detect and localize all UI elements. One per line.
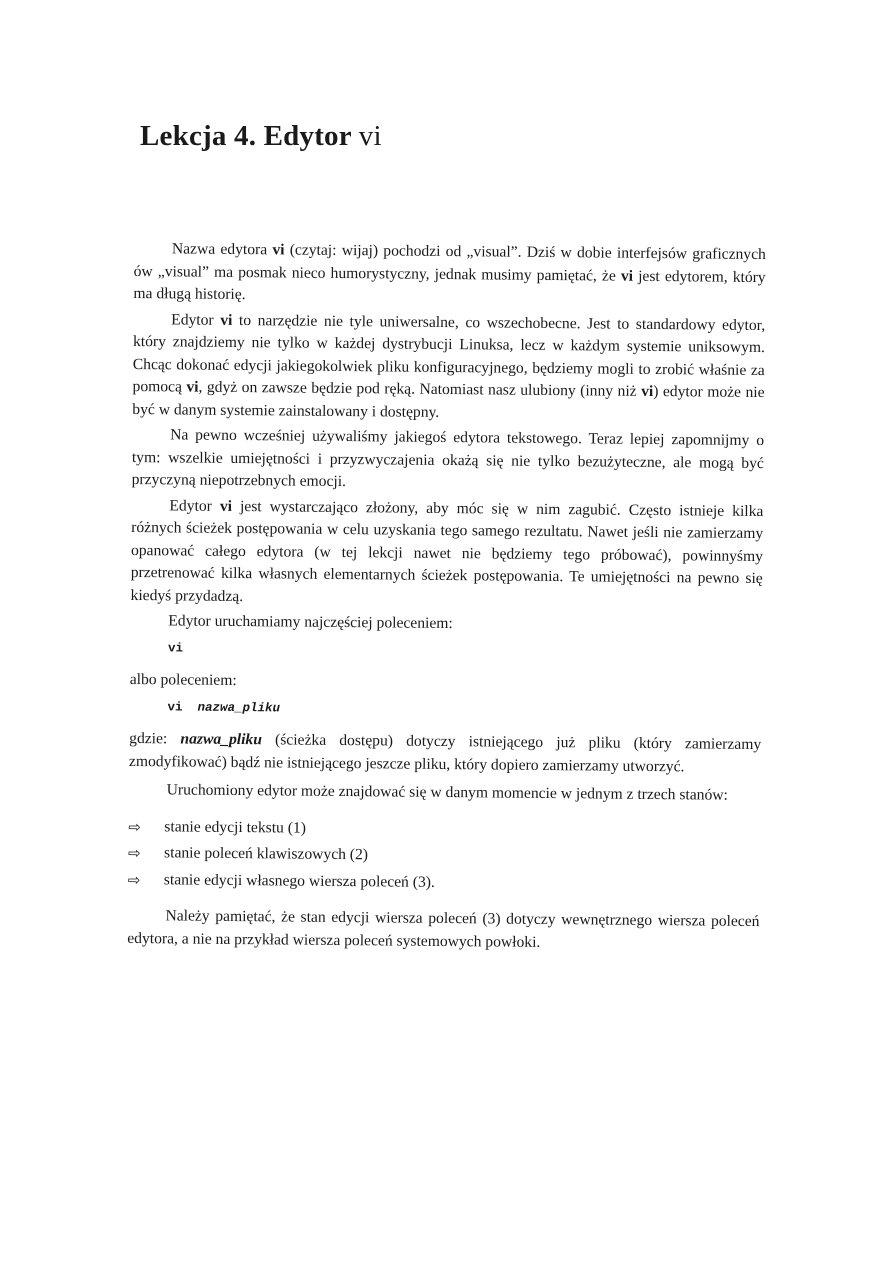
text: jest edytorem, który ma długą historię. <box>133 267 766 304</box>
paragraph-9: Należy pamiętać, że stan edycji wiersza poleceń (3) dotyczy wewnętrznego wiersza poleceń edytora, a nie na przykład wiersza poleceń systemowych powłoki. <box>127 907 760 951</box>
paragraph-8: Uruchomiony edytor może znajdować się w danym momencie w jednym z trzech stanów: <box>166 781 728 804</box>
code-command-vi: vi <box>168 640 184 655</box>
arg-inline: nazwa_pliku <box>180 730 263 749</box>
code-arg: nazwa_pliku <box>197 700 281 715</box>
text: to narzędzie nie tyle uniwersalne, co wszechobecne. Jest to standardowy edytor, który znajdziemy nie tylko w każdej dystrybucji Linuksa, lecz w każdym systemie uniksowym. Chcąc dokonać edycji jakiegokolwiek pliku konfiguracyjnego, będziemy mogli to zrobić właśnie za pomocą <box>132 311 766 396</box>
paragraph-6: albo poleceniem: <box>129 670 237 690</box>
text: gdzie: <box>129 729 181 748</box>
title-main: Lekcja 4. Edytor <box>140 120 352 152</box>
text: Edytor <box>169 496 220 515</box>
paragraph-2 <box>132 308 765 427</box>
text: (czytaj: wijaj) pochodzi od „visual”. Dziś w dobie interfejsów graficznych ów „visual” ma posmak nieco humorystyczny, jednak musimy pamiętać, że <box>133 241 766 285</box>
code-cmd: vi <box>167 699 183 714</box>
text: (ścieżka dostępu) dotyczy istniejącego już pliku (który zamierzamy zmodyfikować) bądź nie istniejącego jeszcze pliku, który dopiero zamierzamy utworzyć. <box>128 731 762 775</box>
paragraph-4 <box>130 494 763 613</box>
right-arrow-icon: ⇨ <box>128 843 141 863</box>
body-text <box>127 238 766 959</box>
state-text: stanie poleceń klawiszowych (2) <box>164 844 369 864</box>
right-arrow-icon: ⇨ <box>128 817 142 836</box>
list-item <box>128 842 760 871</box>
text: , gdyż on zawsze będzie pod ręką. Natomiast nasz ulubiony (inny niż <box>198 378 642 400</box>
text: Nazwa edytora <box>171 240 273 259</box>
list-item <box>128 868 760 897</box>
text: Edytor <box>171 310 221 329</box>
bold-vi: vi <box>186 378 199 396</box>
text: ) edytor może nie być w danym systemie zainstalowany i dostępny. <box>132 382 765 421</box>
right-arrow-icon: ⇨ <box>127 870 141 889</box>
paragraph-7 <box>129 728 761 779</box>
bold-vi: vi <box>620 267 634 285</box>
list-item <box>128 815 760 844</box>
state-text: stanie edycji tekstu (1) <box>164 817 307 837</box>
paragraph-3: Na pewno wcześniej używaliśmy jakiegoś edytora tekstowego. Teraz lepiej zapomnijmy o tym: wszelkie umiejętności i przyzwyczajenia okażą się nie tylko bezużyteczne, ale mogą być przyczyną niepotrzebnych emocji. <box>131 426 765 491</box>
bold-vi: vi <box>272 241 285 259</box>
bold-vi: vi <box>219 497 233 515</box>
title-vi: vi <box>358 120 382 152</box>
bold-vi: vi <box>220 311 233 329</box>
text: jest wystarczająco złożony, aby móc się w nim zagubić. Często istnieje kilka różnych ścieżek postępowania w celu uzyskania tego samego rezultatu. Nawet jeśli nie zamierzamy opanować całego edytora (w tej lekcji nawet nie będziemy tego próbować), powinnyśmy przetrenować kilka własnych elementarnych ścieżek postępowania. Te umiejętności na pewno się kiedyś przydadzą. <box>130 497 764 605</box>
paragraph-5: Edytor uruchamiamy najczęściej poleceniem: <box>168 612 453 633</box>
page-title <box>140 120 382 153</box>
paragraph-1 <box>133 238 766 312</box>
states-list <box>128 815 761 897</box>
bold-vi: vi <box>641 382 654 400</box>
state-text: stanie edycji własnego wiersza poleceń (3). <box>163 870 435 891</box>
code-command-vi-file <box>167 696 761 724</box>
